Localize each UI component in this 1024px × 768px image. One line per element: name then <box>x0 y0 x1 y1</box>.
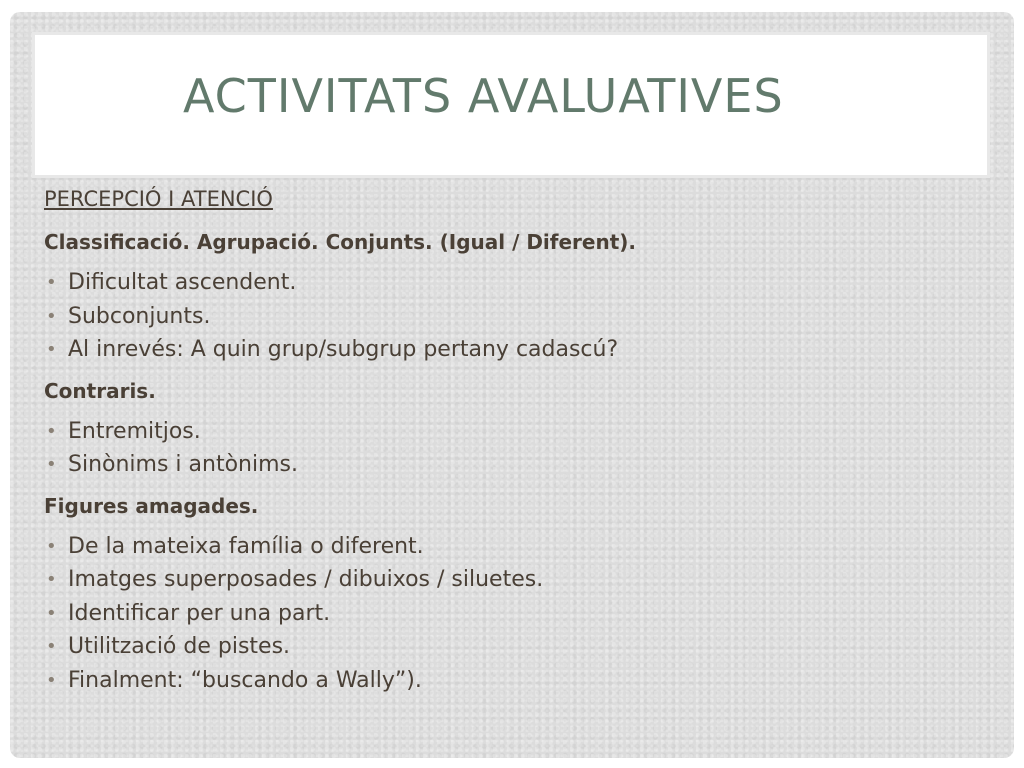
list-item-text: Dificultat ascendent. <box>68 270 297 295</box>
list-item-text: Identificar per una part. <box>68 600 331 626</box>
list-item <box>44 266 984 300</box>
bullet-icon: • <box>46 535 57 557</box>
bullet-icon: • <box>46 305 57 327</box>
slide-content <box>44 182 984 707</box>
list-item-text: Al inrevés: A quin grup/subgrup pertany cadascú? <box>68 337 619 362</box>
bullet-icon: • <box>46 272 57 293</box>
bullet-icon: • <box>46 602 57 624</box>
section-heading-figures: Figures amagades. <box>44 493 259 518</box>
bullet-list-classificacio <box>44 266 984 367</box>
section-heading-classificacio: Classificació. Agrupació. Conjunts. (Igual / Diferent). <box>44 230 637 254</box>
list-item <box>44 448 984 482</box>
list-item-text: De la mateixa família o diferent. <box>68 533 424 559</box>
list-item <box>44 563 984 597</box>
bullet-list-figures <box>44 530 984 698</box>
list-item-text: Utilització de pistes. <box>68 634 291 659</box>
list-item <box>44 415 984 449</box>
title-box <box>32 32 990 178</box>
bullet-list-contraris <box>44 415 984 482</box>
list-item-text: Imatges superposades / dibuixos / siluetes. <box>68 567 544 592</box>
bullet-icon: • <box>46 569 57 590</box>
slide <box>10 12 1014 758</box>
list-item-text: Sinònims i antònims. <box>68 452 298 477</box>
bullet-icon: • <box>46 420 57 442</box>
list-item <box>44 630 984 664</box>
list-item <box>44 597 984 631</box>
slide-subtitle: PERCEPCIÓ I ATENCIÓ <box>44 187 273 211</box>
section-heading-contraris: Contraris. <box>44 378 156 403</box>
list-item <box>44 333 984 367</box>
slide-title: ACTIVITATS AVALUATIVES <box>183 69 784 123</box>
list-item <box>44 530 984 564</box>
bullet-icon: • <box>46 454 57 475</box>
list-item-text: Subconjunts. <box>68 303 211 329</box>
bullet-icon: • <box>46 669 57 691</box>
bullet-icon: • <box>46 339 57 360</box>
list-item <box>44 664 984 698</box>
list-item <box>44 300 984 334</box>
list-item-text: Entremitjos. <box>68 418 201 444</box>
bullet-icon: • <box>46 636 57 657</box>
list-item-text: Finalment: “buscando a Wally”). <box>68 667 422 693</box>
